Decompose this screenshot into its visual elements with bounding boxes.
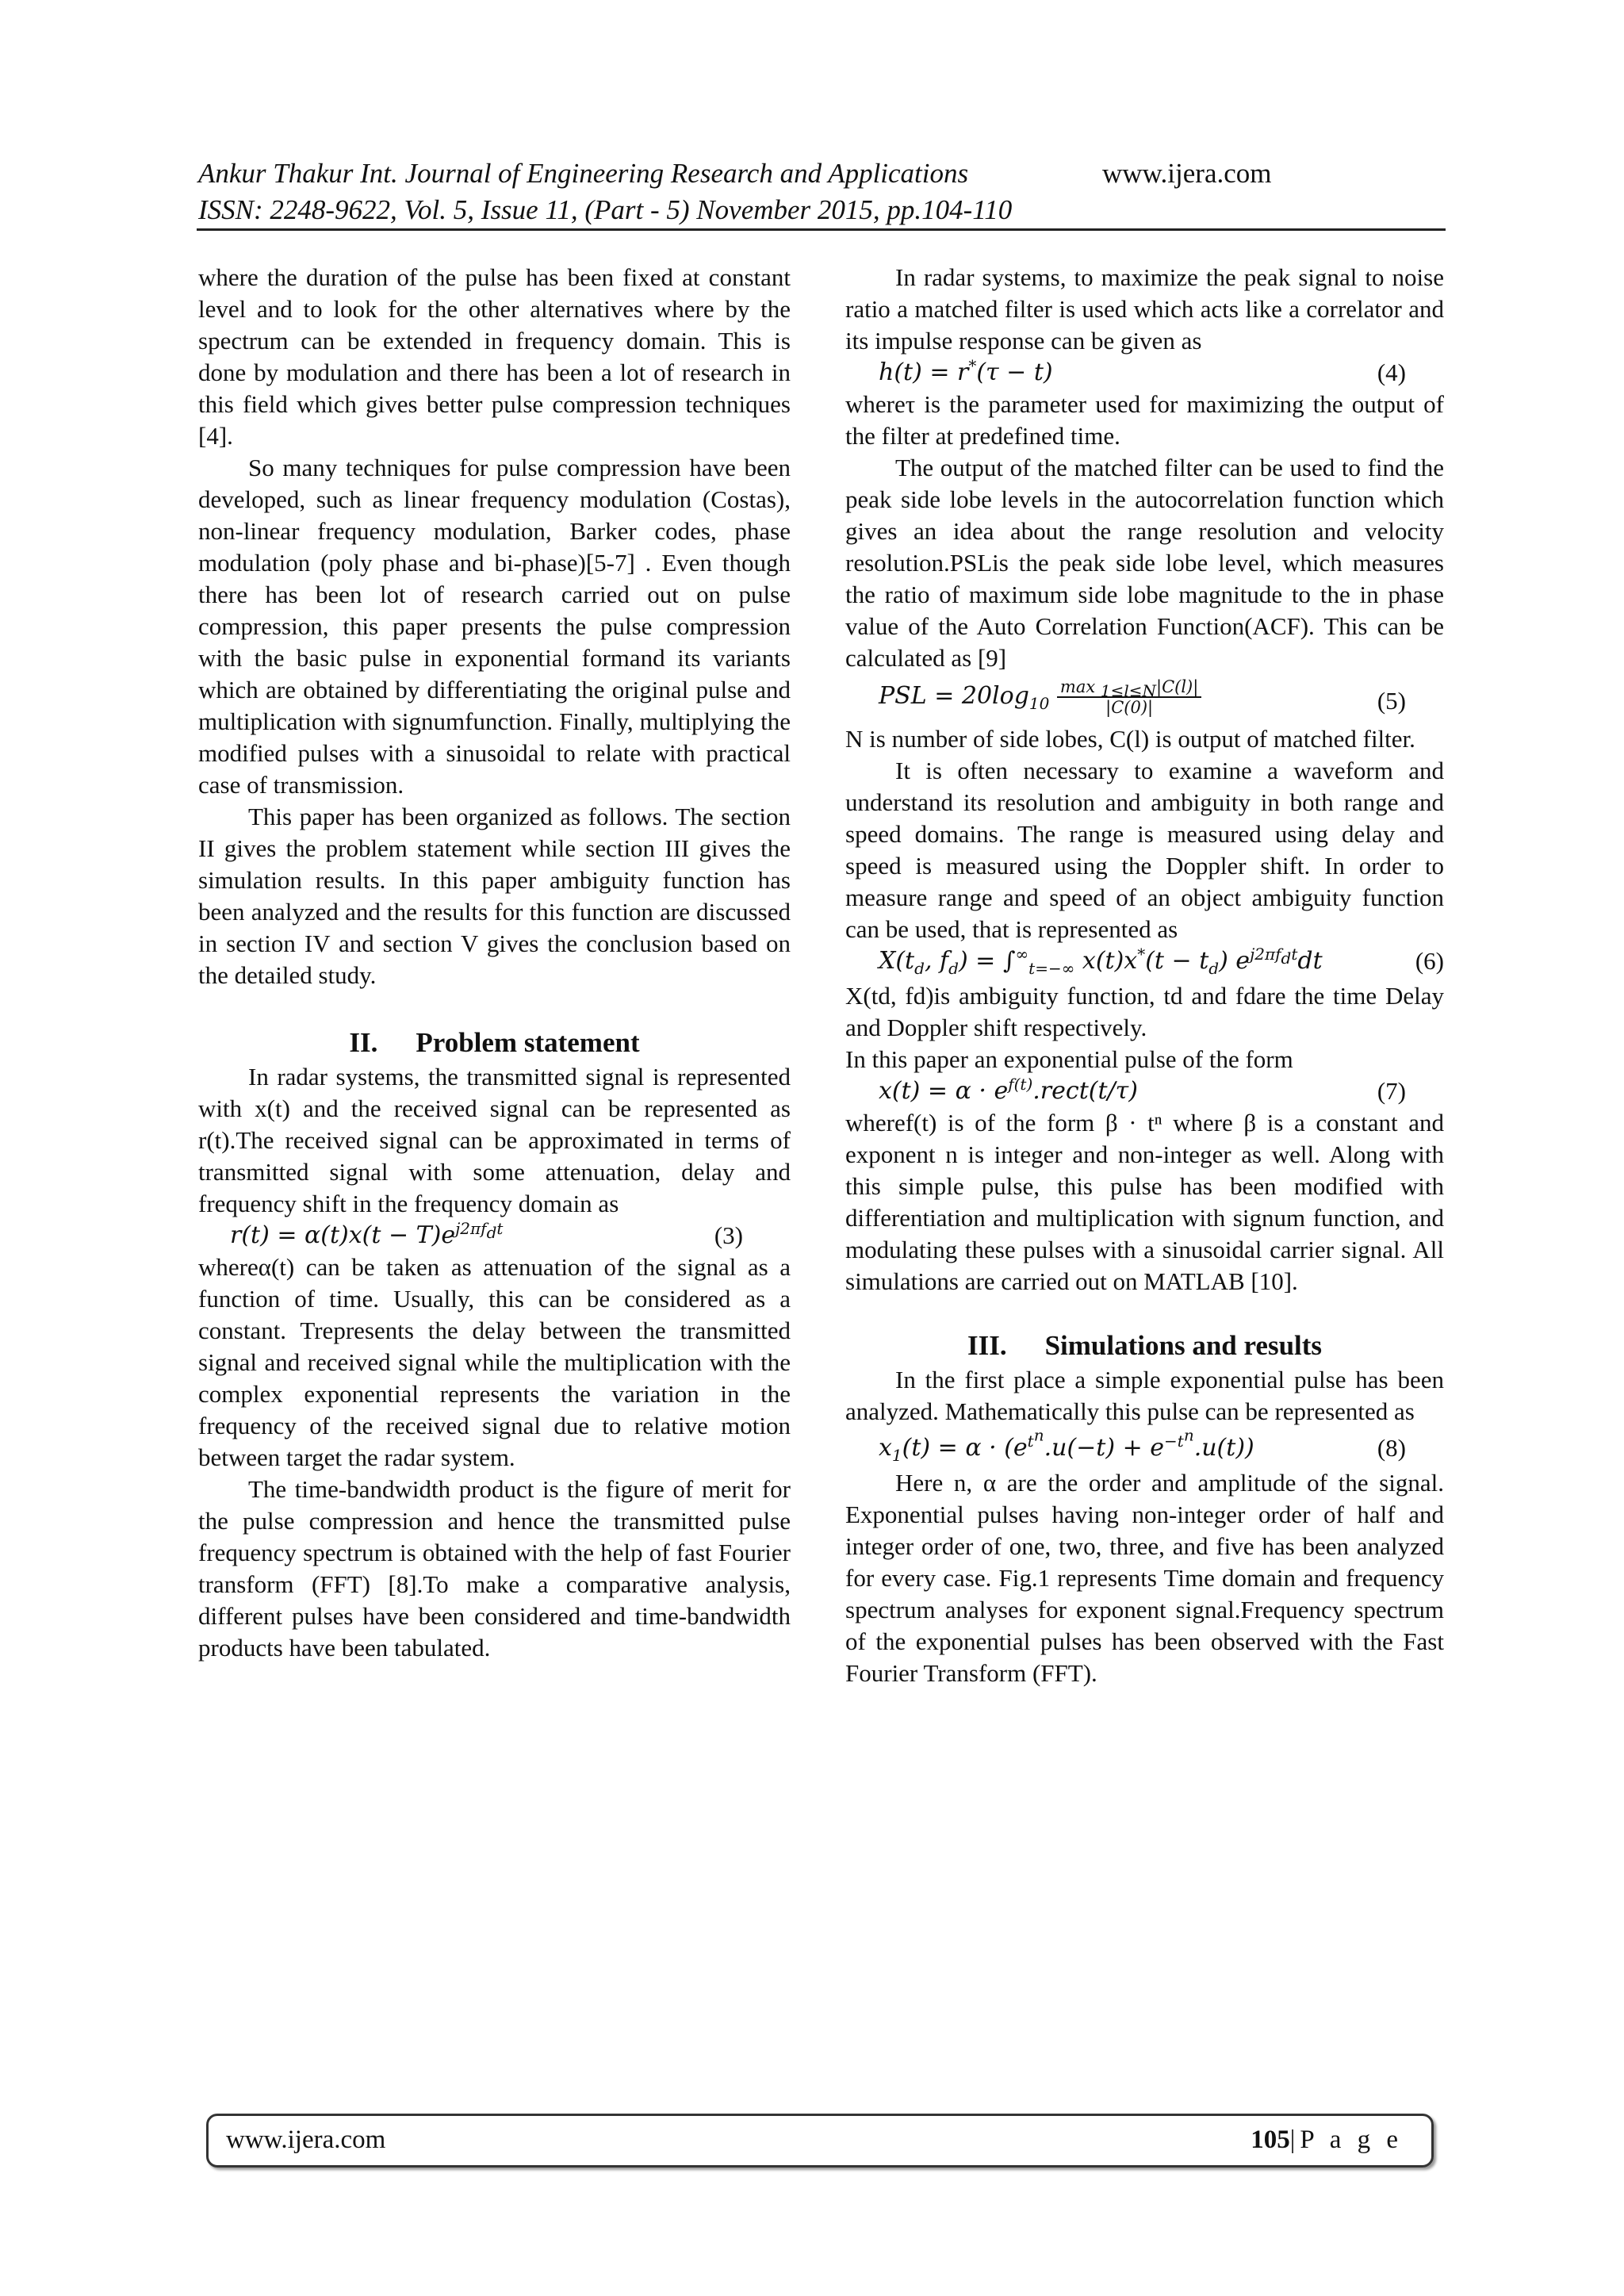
paragraph: In the first place a simple exponential pulse has been analyzed. Mathematically this pulse can be represented as	[845, 1366, 1444, 1425]
paragraph: wheref(t) is of the form β · tⁿ where β is a constant and exponent n is integer and non-integer as well. Along with this simple pulse, this pulse has been modified with differentiation and multiplication with signum function, and modulating these pulses with a sinusoidal carrier signal. All simulations are carried out on MATLAB [10].	[845, 1109, 1444, 1295]
paragraph: This paper has been organized as follows. The section II gives the problem statement while section III gives the simulation results. In this paper ambiguity function has been analyzed and the results for this function are discussed in section IV and section V gives the conclusion based on the detailed study.	[198, 803, 791, 989]
paragraph: The time-bandwidth product is the figure of merit for the pulse compression and hence the transmitted pulse frequency spectrum is obtained with the help of fast Fourier transform (FFT) [8].To make a comparative analysis, different pulses have been considered and time-bandwidth products have been tabulated.	[198, 1475, 791, 1662]
paragraph: whereα(t) can be taken as attenuation of the signal as a function of time. Usually, this can be considered as a constant. Trepresents the delay between the transmitted signal and received signal while the multiplication with the complex exponential represents the variation in the frequency of the received signal due to relative motion between target the radar system.	[198, 1253, 791, 1471]
paragraph: In this paper an exponential pulse of the form	[845, 1045, 1293, 1073]
paragraph: In radar systems, the transmitted signal is represented with x(t) and the received signal can be represented as r(t).The received signal can be approximated in terms of transmitted signal with some attenuation, delay and frequency shift in the frequency domain as	[198, 1063, 791, 1217]
paragraph: whereτ is the parameter used for maximizing the output of the filter at predefined time.	[845, 390, 1444, 450]
paragraph: Here n, α are the order and amplitude of the signal. Exponential pulses having non-integer order of half and integer order of one, two, three, and five has been analyzed for every case. Fig.1 represents Time domain and frequency spectrum analyses for exponent signal.Frequency spectrum of the exponential pulses has been observed with the Fast Fourier Transform (FFT).	[845, 1469, 1444, 1687]
journal-line: Ankur Thakur Int. Journal of Engineering Research and Applications	[198, 158, 969, 189]
equation-8: $x_1(t) = \alpha \cdot (e^{t^n}.u(-t) + e^{-t^n}.u(t))$ (8)	[879, 1425, 1406, 1465]
section-heading-2: II. Problem statement	[349, 1027, 640, 1058]
running-header	[198, 155, 1443, 228]
equation-3: $r(t) = \alpha(t)x(t - T)e^{j2\pi f_dt}$ (3)	[198, 1220, 791, 1251]
equation-7: $x(t) = \alpha \cdot e^{f(t)}.rect(t/\tau)$ (7)	[845, 1075, 1444, 1107]
paragraph: So many techniques for pulse compression have been developed, such as linear frequency modulation (Costas), non-linear frequency modulation, Barker codes, phase modulation (poly phase and bi-phase)[5-7] . Even though there has been lot of research carried out on pulse compression, this paper presents the pulse compression with the basic pulse in exponential formand its variants which are obtained by differentiating the original pulse and multiplication with signumfunction. Finally, multiplying the modified pulses with a sinusoidal to relate with practical case of transmission.	[198, 454, 791, 799]
page-footer	[206, 2114, 1434, 2168]
paragraph: In radar systems, to maximize the peak signal to noise ratio a matched filter is used which acts like a correlator and its impulse response can be given as	[845, 263, 1444, 355]
left-column	[198, 262, 791, 1664]
equation-number: (3)	[714, 1221, 743, 1249]
equation-5: PSL = $20\log_{10}$ $\frac{\max _{1\le l\le N}|C(l)|}{|C(0)|}$ (5)	[879, 677, 1406, 717]
equation-4: h(t) = r*(τ − t) (4)	[845, 357, 1444, 389]
paragraph: N is number of side lobes, C(l) is output of matched filter.	[845, 725, 1415, 753]
equation-number: (7)	[1377, 1077, 1406, 1105]
header-website[interactable]: www.ijera.com	[1102, 158, 1272, 189]
page-number: 105|P a g e	[1251, 2125, 1403, 2154]
paragraph: It is often necessary to examine a waveform and understand its resolution and ambiguity in both range and speed domains. The range is measured using delay and speed is measured using the Doppler shift. In order to measure range and speed of an object ambiguity function can be used, that is represented as	[845, 757, 1444, 943]
footer-website[interactable]: www.ijera.com	[226, 2125, 386, 2154]
section-heading-3: III. Simulations and results	[967, 1330, 1323, 1361]
paragraph: where the duration of the pulse has been fixed at constant level and to look for the other alternatives where by the spectrum can be extended in frequency domain. This is done by modulation and there has been a lot of research in this field which gives better pulse compression techniques [4].	[198, 263, 791, 450]
equation-number: (4)	[1377, 358, 1406, 386]
equation-6: $X(t_d$, $f_d) = \int^\infty_{t=-\infty}$ $x(t)x^*(t - t_d)$ $e^{j2\pi f_dt}dt$ (6)	[879, 945, 1444, 978]
equation-number: (6)	[1415, 947, 1444, 975]
right-column	[845, 262, 1444, 1689]
paragraph: The output of the matched filter can be used to find the peak side lobe levels in the autocorrelation function which gives an idea about the range resolution and velocity resolution.PSLis the peak side lobe level, which measures the ratio of maximum side lobe magnitude to the in phase value of the Auto Correlation Function(ACF). This can be calculated as [9]	[845, 454, 1444, 672]
equation-number: (8)	[1377, 1434, 1406, 1462]
equation-number: (5)	[1377, 687, 1406, 715]
paragraph: X(td, fd)is ambiguity function, td and fdare the time Delay and Doppler shift respectively.	[845, 982, 1444, 1041]
issn-line: ISSN: 2248-9622, Vol. 5, Issue 11, (Part - 5) November 2015, pp.104-110	[198, 194, 1013, 225]
header-rule	[197, 228, 1446, 231]
